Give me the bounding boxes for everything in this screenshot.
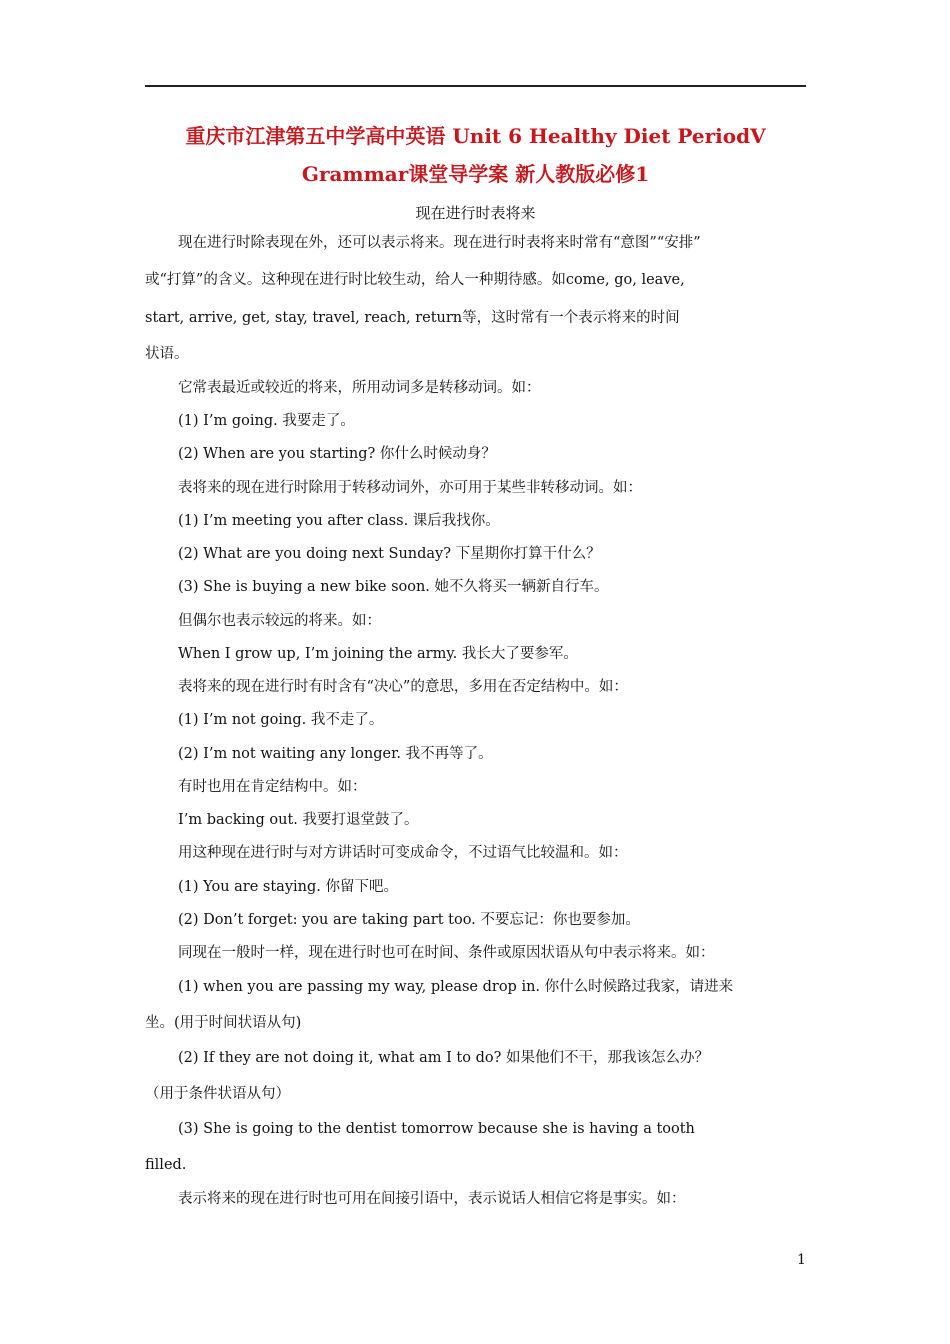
body-line: 现在进行时除表现在外，还可以表示将来。现在进行时表将来时常有“意图”“安排” — [178, 235, 701, 251]
body-line: (1) I’m not going. 我不走了。 — [178, 712, 384, 728]
page-number: 1 — [797, 1252, 806, 1268]
body-line: 表示将来的现在进行时也可用在间接引语中，表示说话人相信它将是事实。如： — [178, 1191, 686, 1207]
body-line: 但偶尔也表示较远的将来。如： — [178, 613, 381, 629]
header-rule — [145, 85, 806, 87]
body-line: (1) You are staying. 你留下吧。 — [178, 879, 398, 895]
body-line: 同现在一般时一样，现在进行时也可在时间、条件或原因状语从句中表示将来。如： — [178, 945, 715, 961]
body-line: (3) She is going to the dentist tomorrow because she is having a tooth — [178, 1121, 695, 1137]
body-line: 表将来的现在进行时有时含有“决心”的意思，多用在否定结构中。如： — [178, 679, 628, 695]
body-line: (2) Don’t forget: you are taking part too. 不要忘记：你也要参加。 — [178, 912, 640, 928]
body-line: （用于条件状语从句） — [145, 1086, 290, 1102]
body-line: 它常表最近或较近的将来，所用动词多是转移动词。如： — [178, 380, 541, 396]
body-line: 表将来的现在进行时除用于转移动词外，亦可用于某些非转移动词。如： — [178, 480, 642, 496]
body-line: (2) I’m not waiting any longer. 我不再等了。 — [178, 746, 493, 762]
document-title-line1: 重庆市江津第五中学高中英语 Unit 6 Healthy Diet PeriodⅤ — [185, 124, 766, 148]
section-subtitle: 现在进行时表将来 — [415, 204, 536, 222]
body-line: (2) When are you starting? 你什么时候动身？ — [178, 446, 496, 462]
body-line: When I grow up, I’m joining the army. 我长大了要参军。 — [178, 646, 578, 662]
body-line: I’m backing out. 我要打退堂鼓了。 — [178, 812, 419, 828]
body-line: (1) I’m meeting you after class. 课后我找你。 — [178, 513, 500, 529]
body-line: (2) If they are not doing it, what am I to do? 如果他们不干，那我该怎么办？ — [178, 1050, 709, 1066]
body-line: 用这种现在进行时与对方讲话时可变成命令，不过语气比较温和。如： — [178, 845, 628, 861]
body-line: (1) I’m going. 我要走了。 — [178, 413, 355, 429]
body-line: 或“打算”的含义。这种现在进行时比较生动，给人一种期待感。如come, go, leave, — [145, 272, 685, 288]
body-line: 状语。 — [145, 346, 189, 362]
body-line: (2) What are you doing next Sunday? 下星期你打算干什么？ — [178, 546, 601, 562]
body-line: (1) when you are passing my way, please drop in. 你什么时候路过我家，请进来 — [178, 979, 734, 995]
body-line: 坐。(用于时间状语从句) — [145, 1015, 302, 1031]
body-line: filled. — [145, 1157, 187, 1173]
body-line: (3) She is buying a new bike soon. 她不久将买一辆新自行车。 — [178, 579, 609, 595]
document-title-line2: Grammar课堂导学案 新人教版必修1 — [301, 162, 650, 186]
body-line: start, arrive, get, stay, travel, reach, return等，这时常有一个表示将来的时间 — [145, 310, 680, 326]
body-line: 有时也用在肯定结构中。如： — [178, 779, 367, 795]
